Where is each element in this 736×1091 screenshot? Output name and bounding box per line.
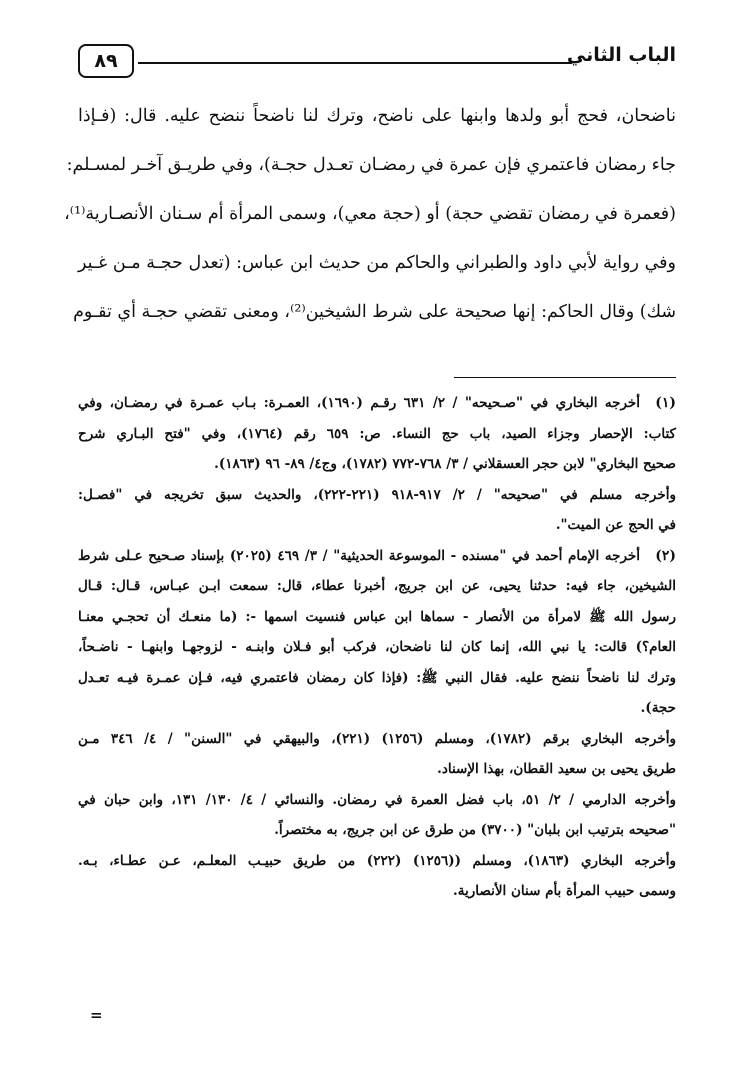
footnote-line: العام؟) قالت: يا نبي الله، إنما كان لنا ناضحان، فركب أبو فـلان وابنـه - لزوجهـا وابنهـا - ناضـحاً،: [78, 639, 676, 655]
main-text: [64, 92, 676, 337]
footnote-line: أخرجه البخاري في "صـحيحه" / ٢/ ٦٣١ رقـم (١٦٩٠)، العمـرة: بـاب عمـرة في رمضـان، وفي: [78, 395, 641, 411]
footnote-line: وأخرجه مسلم في "صحيحه" / ٢/ ٩١٧-٩١٨ (٢٢١-٢٢٢)، والحديث سبق تخريجه في "فصـل:: [78, 486, 676, 503]
footnote-line: وأخرجه البخاري برقم (١٧٨٢)، ومسلم (١٢٥٦) (٢٢١)، والبيهقي في "السنن" / ٤/ ٣٤٦ مـن: [78, 730, 676, 747]
footnote-line: وسمى حبيب المرأة بأم سنان الأنصارية.: [453, 883, 676, 899]
footnote-number: (١): [655, 395, 676, 411]
page-header: [78, 42, 676, 82]
footnote-line: وأخرجه البخاري (١٨٦٣)، ومسلم ((١٢٥٦) (٢٢٢) من طريق حبيـب المعلـم، عـن عطـاء، بـه.: [78, 852, 676, 869]
footnote-separator: [454, 377, 676, 378]
footnote-line: أخرجه الإمام أحمد في "مسنده - الموسوعة الحديثية" / ٣/ ٤٦٩ (٢٠٢٥) بإسناد صـحيح عـلى شرط: [78, 547, 640, 564]
footnote-2: [78, 541, 676, 907]
footnote-line: حجة).: [640, 700, 676, 716]
body-line: شك) وقال الحاكم: إنها صحيحة على شرط الشيخين⁽²⁾، ومعنى تقضي حجـة أي تقـوم: [73, 302, 676, 322]
continuation-mark: =: [90, 1006, 103, 1024]
footnote-line: في الحج عن الميت".: [555, 517, 676, 533]
footnote-line: صحيح البخاري" لابن حجر العسقلاني / ٣/ ٧٦٨-٧٧٢ (١٧٨٢)، وج٤/ ٨٩- ٩٦ (١٨٦٣).: [214, 456, 676, 472]
footnotes: [78, 388, 676, 907]
footnote-line: وترك لنا ناضحاً ننضح عليه. فقال النبي ﷺ: (فإذا كان رمضان فاعتمري فيه، فـإن عمـرة فيـه تعـدل: [78, 669, 676, 686]
footnote-line: "صحيحه بترتيب ابن بلبان" (٣٧٠٠) من طرق عن ابن جريج، به مختصراً.: [274, 822, 676, 838]
footnote-1: [78, 388, 676, 541]
header-rule: [138, 62, 572, 64]
body-line: (فعمرة في رمضان تقضي حجة) أو (حجة معي)، وسمى المرأة أم سـنان الأنصـارية⁽¹⁾،: [64, 204, 676, 224]
footnote-line: طريق يحيى بن سعيد القطان، بهذا الإسناد.: [437, 761, 676, 777]
footnote-number: (٢): [655, 547, 676, 564]
body-line: ناضحان، فحج أبو ولدها وابنها على ناضح، وترك لنا ناضحاً ننضح عليه. قال: (فـإذا: [78, 106, 676, 126]
page-number: ٨٩: [78, 44, 134, 78]
footnote-line: وأخرجه الدارمي / ٢/ ٥١، باب فضل العمرة في رمضان. والنسائي / ٤/ ١٣٠/ ١٣١، وابن حبان في: [78, 791, 676, 808]
body-line: وفي رواية لأبي داود والطبراني والحاكم من حديث ابن عباس: (تعدل حجـة مـن غـير: [78, 253, 676, 273]
body-line: جاء رمضان فاعتمري فإن عمرة في رمضـان تعـدل حجـة)، وفي طريـق آخـر لمسـلم:: [66, 155, 676, 175]
footnote-line: الشيخين، جاء فيه: حدثنا يحيى، عن ابن جريج، أخبرنا عطاء، قال: سمعت ابـن عبـاس، قـال: قـال: [78, 578, 676, 594]
footnote-line: رسول الله ﷺ لامرأة من الأنصار - سماها ابن عباس فنسيت اسمها -: (ما منعـك أن تحجـي معنـا: [78, 608, 676, 625]
chapter-title: الباب الثاني: [566, 44, 676, 66]
footnote-line: كتاب: الإحصار وجزاء الصيد، باب حج النساء. ص: ٦٥٩ رقم (١٧٦٤)، وفي "فتح البـاري شرح: [78, 425, 676, 442]
